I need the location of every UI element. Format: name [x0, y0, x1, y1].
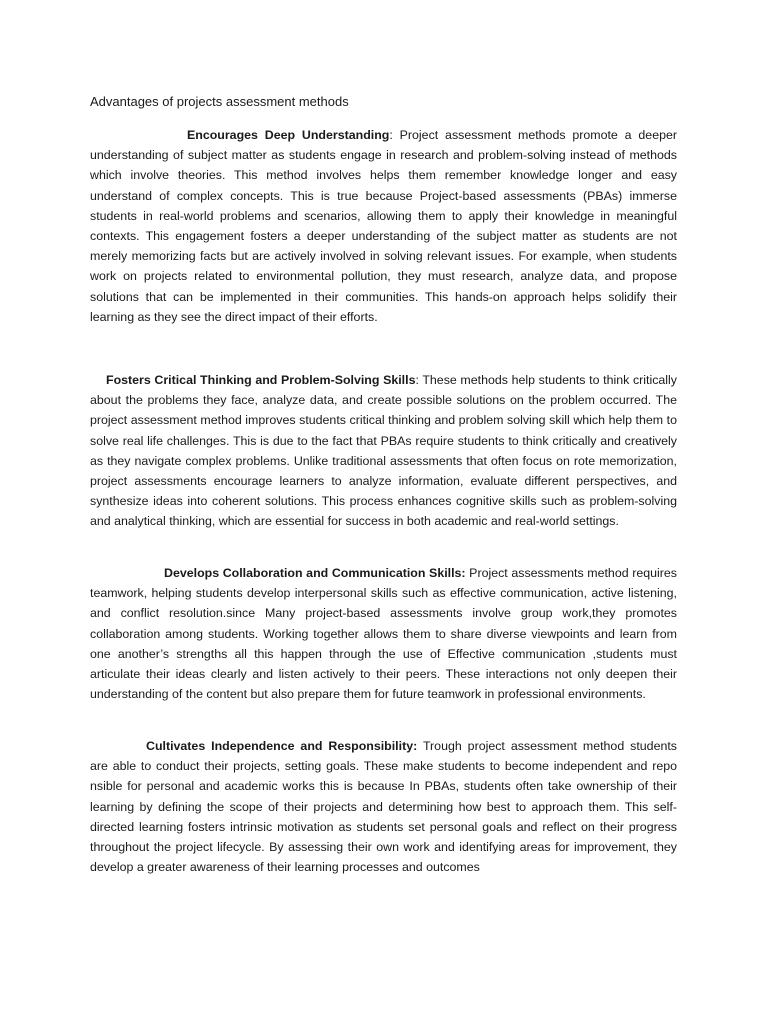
paragraph-independence — [90, 736, 677, 877]
paragraph-body: Trough project assessment method students are able to conduct their projects, setting goals. These make students to become independent and repo nsible for personal and academic works this is because In PBAs, students often take ownership of their learning by defining the scope of their projects and determining how best to approach them. This self-directed learning fosters intrinsic motivation as students set personal goals and reflect on their progress throughout the project lifecycle. By assessing their own work and identifying areas for improvement, they develop a greater awareness of their learning processes and outcomes — [90, 739, 677, 875]
paragraph-body: Project assessments method requires teamwork, helping students develop interpersonal skills such as effective communication, active listening, and conflict resolution.since Many project-based assessments involve group work,they promotes collaboration among students. Working together allows them to share diverse viewpoints and learn from one another’s strengths all this happen through the use of Effective communication ,students must articulate their ideas clearly and listen actively to their peers. These interactions not only deepen their understanding of the content but also prepare them for future teamwork in professional environments. — [90, 566, 677, 702]
paragraph-deep-understanding — [90, 125, 677, 327]
heading-separator: : — [415, 373, 419, 387]
paragraph-heading: Encourages Deep Understanding — [187, 128, 390, 142]
document-title: Advantages of projects assessment methods — [90, 94, 349, 109]
paragraph-body: These methods help students to think critically about the problems they face, analyze data, and create possible solutions on the problem occurred. The project assessment method improves students critical thinking and problem solving skill which help them to solve real life challenges. This is due to the fact that PBAs require students to think critically and creatively as they navigate complex problems. Unlike traditional assessments that often focus on rote memorization, project assessments encourage learners to analyze information, evaluate different perspectives, and synthesize ideas into coherent solutions. This process enhances cognitive skills such as problem-solving and analytical thinking, which are essential for success in both academic and real-world settings. — [90, 373, 677, 529]
heading-separator: : — [389, 128, 393, 142]
paragraph-heading: Fosters Critical Thinking and Problem-Solving Skills — [106, 373, 416, 387]
paragraph-heading: Cultivates Independence and Responsibility: — [146, 739, 418, 753]
paragraph-heading: Develops Collaboration and Communication Skills: — [164, 566, 466, 580]
paragraph-collaboration — [90, 563, 677, 704]
paragraph-body: Project assessment methods promote a deeper understanding of subject matter as students engage in research and problem-solving instead of methods which involve theories. This method involves helps them remember knowledge longer and easy understand of complex concepts. This is true because Project-based assessments (PBAs) immerse students in real-world problems and scenarios, allowing them to apply their knowledge in meaningful contexts. This engagement fosters a deeper understanding of the subject matter as students are not merely memorizing facts but are actively involved in solving relevant issues. For example, when students work on projects related to environmental pollution, they must research, analyze data, and propose solutions that can be implemented in their communities. This hands-on approach helps solidify their learning as they see the direct impact of their efforts. — [90, 128, 677, 324]
paragraph-critical-thinking — [90, 370, 677, 532]
